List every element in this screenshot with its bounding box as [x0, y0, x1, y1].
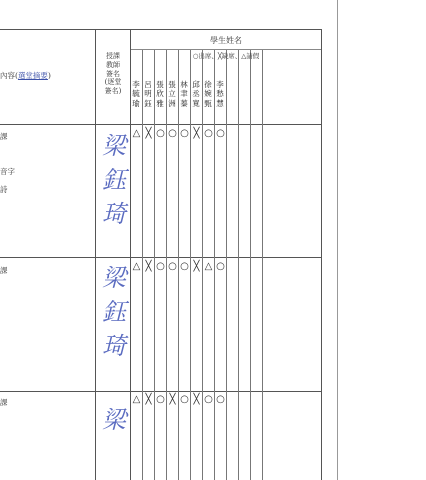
student-name-char: 張: [156, 80, 164, 89]
attendance-mark: △: [132, 128, 141, 139]
attendance-mark: ╳: [193, 128, 200, 139]
student-column-divider: [238, 50, 239, 480]
student-name-char: 明: [144, 89, 152, 99]
attendance-mark: ╳: [193, 394, 200, 405]
student-name-char: 甄: [204, 98, 212, 108]
attendance-mark: ○: [168, 128, 177, 139]
student-name: [215, 80, 225, 108]
row2-signature-char-3: 琦: [102, 332, 126, 360]
student-name: [143, 80, 153, 108]
student-name-char: 張: [168, 80, 176, 89]
row1-signature-char-2: 鈺: [102, 166, 126, 194]
attendance-mark: ○: [156, 261, 165, 272]
student-name: [191, 80, 201, 108]
student-name-char: 慧: [216, 98, 224, 108]
attendance-mark: ╳: [193, 261, 200, 272]
student-name-char: 李: [216, 80, 224, 89]
header-bottom-border: [0, 124, 322, 125]
content-header-label: 內容(: [0, 71, 18, 80]
student-name-char: 欣: [156, 89, 164, 99]
row3-teacher-signature: [98, 408, 130, 442]
content-column-header: [0, 71, 51, 80]
row2-bottom-border: [0, 391, 322, 392]
student-name-char: 李: [132, 80, 140, 89]
content-header-link[interactable]: 選堂摘要: [17, 71, 48, 80]
student-name: [155, 80, 165, 108]
attendance-mark: ○: [180, 261, 189, 272]
attendance-mark: ○: [204, 128, 213, 139]
student-name-char: 林: [180, 80, 188, 89]
student-name-char: 聿: [180, 89, 188, 99]
attendance-mark: ╳: [169, 394, 176, 405]
row2-signature-char-2: 鈺: [102, 298, 126, 326]
student-name-char: 雅: [156, 98, 164, 108]
attendance-legend: ○出席、╳缺席、△請假: [192, 52, 260, 60]
row1-signature-char-1: 梁: [102, 132, 126, 160]
student-name-char: 鈺: [144, 98, 152, 108]
row1-signature-char-3: 琦: [102, 200, 126, 228]
attendance-mark: ○: [216, 394, 225, 405]
student-name-char: 蓁: [180, 98, 188, 108]
table-right-border: [321, 29, 322, 480]
signature-header-line-5: 簽名): [104, 87, 122, 95]
attendance-mark: ○: [216, 128, 225, 139]
attendance-mark: △: [204, 261, 213, 272]
student-name: [203, 80, 213, 108]
row1-bottom-border: [0, 257, 322, 258]
student-name: [179, 80, 189, 108]
attendance-mark: ○: [204, 394, 213, 405]
row2-teacher-signature: [98, 266, 130, 368]
student-name-char: 丞: [192, 89, 200, 99]
attendance-mark: ○: [180, 128, 189, 139]
row1-content-line-3: 音字: [0, 167, 15, 176]
student-name-char: 立: [168, 89, 176, 99]
student-name-char: 邱: [192, 80, 200, 89]
attendance-mark: ○: [180, 394, 189, 405]
content-col-right-border: [95, 29, 96, 480]
student-name-char: 瑜: [132, 98, 140, 108]
attendance-mark: ╳: [145, 394, 152, 405]
student-name-char: 婉: [204, 89, 212, 99]
attendance-mark: ○: [156, 128, 165, 139]
row1-content-line-4: 詩: [0, 185, 8, 194]
student-name: [167, 80, 177, 108]
signature-header-line-2: 教師: [106, 60, 120, 69]
students-title: 學生姓名: [210, 36, 242, 45]
signature-column-header: [97, 52, 129, 96]
signature-header-line-1: 授課: [106, 52, 120, 60]
student-name-char: 洲: [168, 98, 176, 108]
student-name-char: 寬: [192, 98, 200, 108]
student-name-char: 愁: [216, 89, 224, 99]
attendance-mark: ╳: [145, 261, 152, 272]
row1-content-line-1: 課: [0, 132, 8, 141]
attendance-mark: ○: [168, 261, 177, 272]
attendance-mark: ○: [156, 394, 165, 405]
student-name-char: 毓: [132, 89, 140, 99]
signature-header-line-3: 簽名: [106, 69, 120, 78]
row2-signature-char-1: 梁: [102, 264, 126, 292]
row3-content-line-1: 課: [0, 398, 8, 407]
student-column-divider: [250, 50, 251, 480]
student-column-divider: [262, 50, 263, 480]
row1-teacher-signature: [98, 134, 130, 236]
attendance-mark: △: [132, 394, 141, 405]
page-edge-line: [337, 0, 338, 480]
content-header-close: ): [47, 71, 51, 80]
student-name-char: 呂: [144, 80, 152, 89]
signature-header-line-4: (逐堂: [104, 78, 122, 87]
row3-signature-char-1: 梁: [102, 406, 126, 434]
attendance-mark: ╳: [145, 128, 152, 139]
row2-content-line-1: 課: [0, 266, 8, 275]
table-top-border: [0, 29, 322, 30]
student-name: [131, 80, 141, 108]
attendance-mark: ○: [216, 261, 225, 272]
attendance-mark: △: [132, 261, 141, 272]
student-name-char: 徐: [204, 80, 212, 89]
